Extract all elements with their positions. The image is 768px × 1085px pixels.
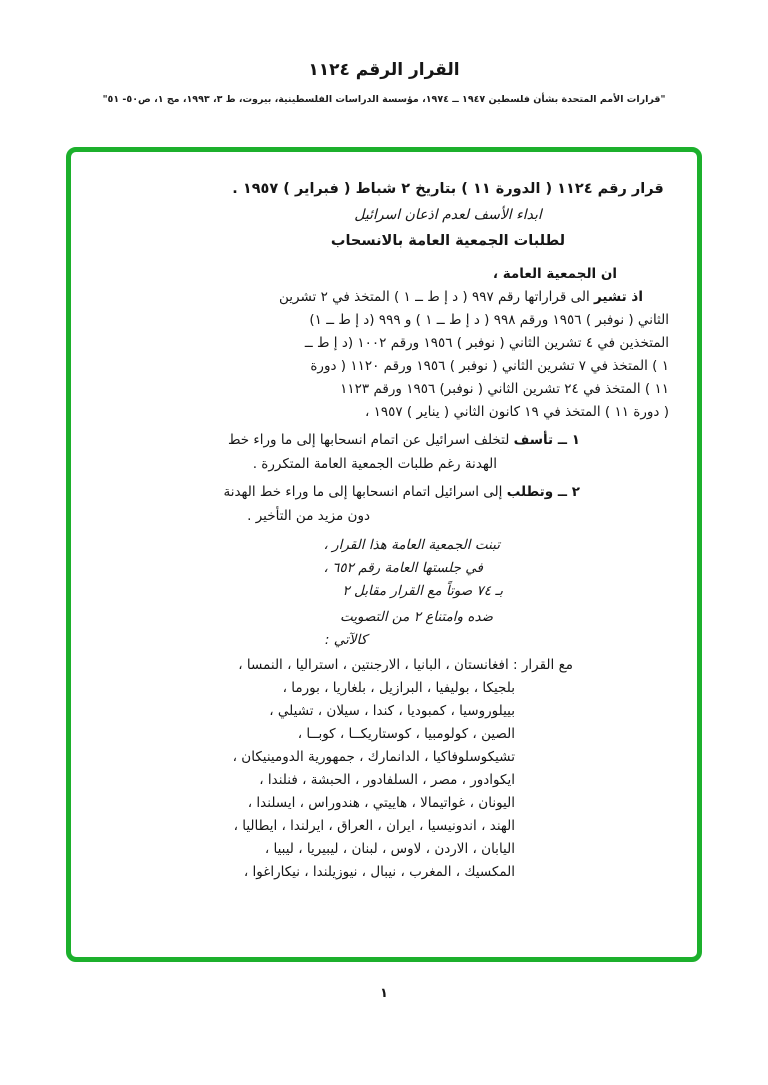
assembly-intro: ان الجمعية العامة ،: [492, 266, 617, 282]
recall-first-rest: الى قراراتها رقم ٩٩٧ ( د إ ط ــ ١ ) المتخذ في ٢ تشرين: [279, 289, 595, 305]
recall-paragraph: [91, 286, 669, 424]
text-line: ١ ) المتخذ في ٧ تشرين الثاني ( نوفبر ) ١٩٥٦ ورقم ١١٢٠ ( دورة: [310, 358, 669, 374]
text-line: ( دورة ١١ ) المتخذ في ١٩ كانون الثاني ( يناير ) ١٩٥٧ ،: [364, 404, 669, 420]
resolution-box: [66, 147, 702, 962]
page-title: القرار الرقم ١١٢٤: [308, 60, 460, 80]
text-line: ايكوادور ، مصر ، السلفادور ، الحبشة ، فنلندا ،: [259, 772, 515, 788]
recall-lead: اذ تشير: [594, 289, 643, 305]
text-line: المتخذين في ٤ تشرين الثاني ( نوفبر ) ١٩٥٦ ورقم ١٠٠٢ (د إ ط ــ: [304, 335, 669, 351]
text-line: الثاني ( نوفبر ) ١٩٥٦ ورقم ٩٩٨ ( د إ ط ــ ١ ) و ٩٩٩ (د إ ط ــ ١): [309, 312, 669, 328]
text-line: بييلوروسيا ، كمبوديا ، كندا ، سيلان ، تشيلي ،: [269, 703, 515, 719]
operative-2-line-1: [91, 480, 580, 504]
heading-line-1: قرار رقم ١١٢٤ ( الدورة ١١ ) بتاريخ ٢ شباط ( فبراير ) ١٩٥٧ .: [232, 181, 664, 197]
text-line: المكسيك ، المغرب ، نيبال ، نيوزيلندا ، نيكاراغوا ،: [243, 864, 515, 880]
text-line: في جلستها العامة رقم ٦٥٢ ،: [323, 560, 483, 576]
text-line: الهند ، اندونيسيا ، ايران ، العراق ، ايرلندا ، ايطاليا ،: [233, 818, 515, 834]
operative-1-line-2: الهدنة رغم طلبات الجمعية العامة المتكررة .: [252, 456, 497, 472]
text-line: تشيكوسلوفاكيا ، الدانمارك ، جمهورية الدومينيكان ،: [232, 749, 515, 765]
text-line: بلجيكا ، بوليفيا ، البرازيل ، بلغاريا ، بورما ،: [282, 680, 515, 696]
resolution-content: [71, 152, 697, 884]
operative-1-line-1: [91, 428, 580, 452]
vote-list: [91, 654, 669, 884]
operative-2-line-2: دون مزيد من التأخير .: [247, 508, 370, 524]
recall-first-line: [91, 286, 643, 309]
operative-paragraph-2: [91, 480, 669, 528]
recall-continuation: [91, 309, 669, 424]
vote-country-lines: [91, 677, 669, 884]
heading-line-2: ابداء الأسف لعدم اذعان اسرائيل: [354, 207, 542, 223]
text-line: ١١ ) المتخذ في ٢٤ تشرين الثاني ( نوفبر) ١٩٥٦ ورقم ١١٢٣: [340, 381, 669, 397]
source-citation: "قرارات الأمم المتحدة بشأن فلسطين ١٩٤٧ ــ ١٩٧٤، مؤسسة الدراسات الفلسطينية، بيروت، ط ٣، ١٩٩٣، مج ١، ص٥٠- ٥١": [102, 94, 666, 105]
text-line: ضده وامتناع ٢ من التصويت: [339, 609, 493, 625]
text-line: كالآتي :: [324, 632, 367, 648]
text-line: اليابان ، الاردن ، لاوس ، لبنان ، ليبيريا ، ليبيا ،: [264, 841, 515, 857]
text-line: الصين ، كولومبيا ، كوستاريكــا ، كوبــا ،: [297, 726, 515, 742]
operative-1-rest: لتخلف اسرائيل عن اتمام انسحابها إلى ما وراء خط: [227, 432, 514, 448]
operative-paragraph-1: [91, 428, 669, 476]
page-number: ١: [380, 986, 388, 1001]
text-line: بـ ٧٤ صوتاً مع القرار مقابل ٢: [342, 583, 503, 599]
heading-line-3: لطلبات الجمعية العامة بالانسحاب: [330, 233, 566, 249]
vote-with-line: مع القرار : افغانستان ، البانيا ، الارجنتين ، استراليا ، النمسا ،: [238, 657, 573, 673]
text-line: تبنت الجمعية العامة هذا القرار ،: [323, 537, 500, 553]
operative-2-rest: إلى اسرائيل اتمام انسحابها إلى ما وراء خط الهدنة: [223, 484, 507, 500]
text-line: اليونان ، غواتيمالا ، هاييتي ، هندوراس ، ايسلندا ،: [247, 795, 515, 811]
adoption-note: [91, 534, 669, 652]
operative-1-lead: ١ ــ تأسف: [513, 432, 580, 448]
resolution-heading: [159, 176, 737, 254]
operative-2-lead: ٢ ــ وتطلب: [506, 484, 580, 500]
